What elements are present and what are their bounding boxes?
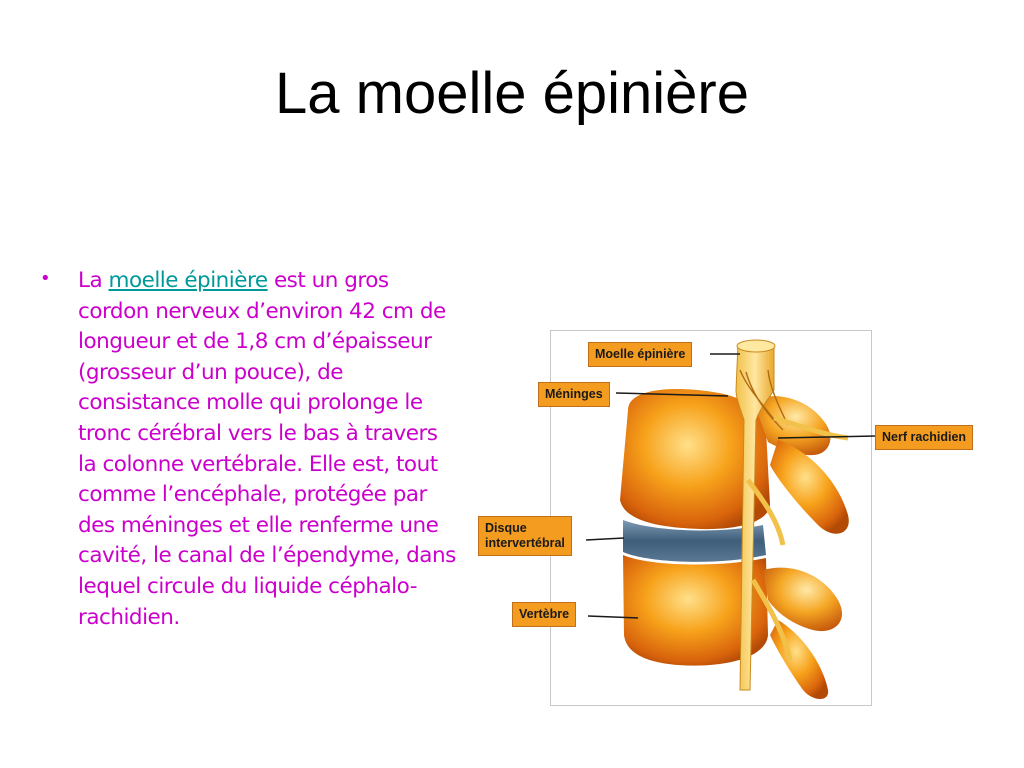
spinal-cord-illustration — [478, 330, 986, 708]
leader-disque — [586, 538, 624, 540]
bullet-prefix: La — [78, 268, 109, 293]
spinal-cord-top — [737, 340, 775, 352]
label-disque-intervertebral — [478, 516, 572, 556]
bullet-marker: • — [40, 268, 51, 289]
label-moelle-epiniere: Moelle épinière — [588, 342, 692, 367]
label-vertebre: Vertèbre — [512, 602, 576, 627]
bullet-paragraph — [40, 266, 460, 633]
label-nerf-rachidien: Nerf rachidien — [875, 425, 973, 450]
moelle-epiniere-link[interactable]: moelle épinière — [108, 268, 268, 293]
bullet-text — [78, 266, 460, 633]
slide-title: La moelle épinière — [275, 61, 749, 126]
label-disque-line2: intervertébral — [485, 536, 565, 550]
label-meninges: Méninges — [538, 382, 610, 407]
label-disque-line1: Disque — [485, 521, 527, 535]
bullet-body: est un gros cordon nerveux d’environ 42 cm de longueur et de 1,8 cm d’épaisseur (grosseur d’un pouce), de consistance molle qui prolonge le tronc cérébral vers le bas à travers la colonne vertébrale. Elle est, tout comme l’encéphale, protégée par des méninges et elle renferme une cavité, le canal de l’épendyme, dans lequel circule du liquide céphalo-rachidien. — [78, 268, 456, 630]
